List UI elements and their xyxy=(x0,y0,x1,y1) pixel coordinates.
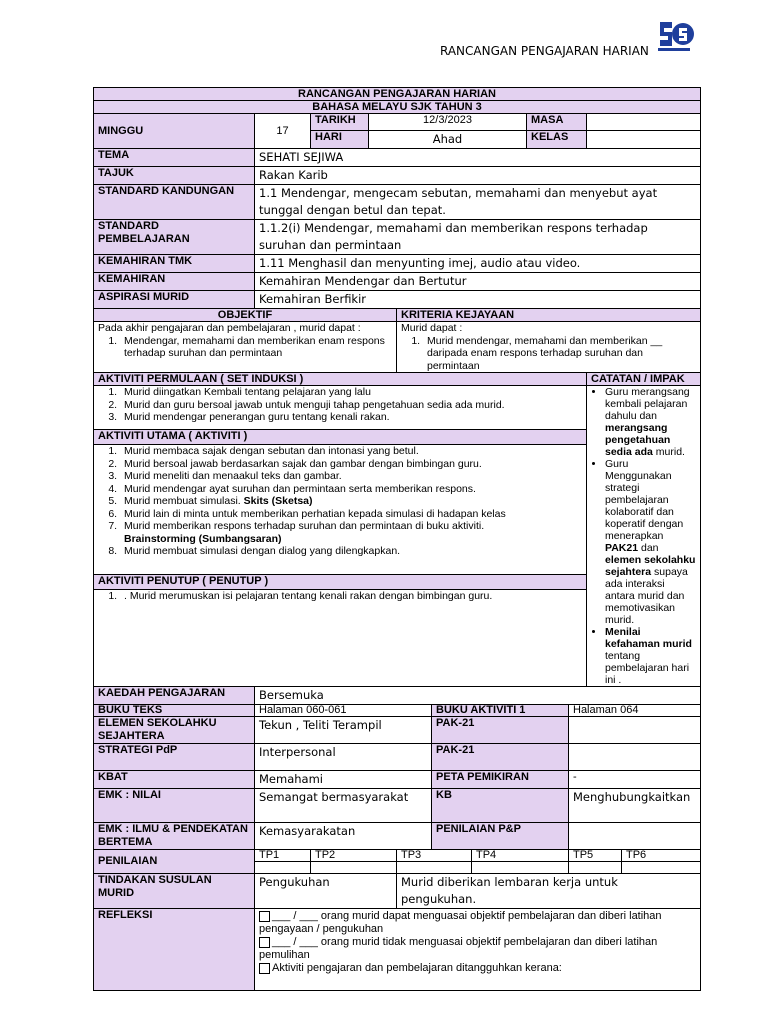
sk-value: 1.1 Mendengar, mengecam sebutan, memahami dan menyebut ayat tunggal dengan betul dan tepat. xyxy=(255,185,701,220)
penutup-item: 1. . Murid merumuskan isi pelajaran tentang kenali rakan dengan bimbingan guru. xyxy=(120,590,582,603)
kb-value: Menghubungkaitkan xyxy=(569,789,701,823)
kriteria-cell xyxy=(397,322,701,373)
refleksi-line: ___ / ___ orang murid dapat menguasai objektif pembelajaran dan diberi latihan pengayaan / pengukuhan xyxy=(259,910,662,935)
tp-cell[interactable] xyxy=(569,862,622,874)
emk-nilai-value: Semangat bermasyarakat xyxy=(255,789,432,823)
objektif-label: OBJEKTIF xyxy=(94,309,397,322)
refleksi-line: ___ / ___ orang murid tidak menguasai objektif pembelajaran dan diberi latihan pemulihan xyxy=(259,936,658,961)
set-induksi-cell xyxy=(94,386,587,430)
tindakan-label: TINDAKAN SUSULAN MURID xyxy=(94,874,255,909)
catatan-bold: Menilai kefahaman murid xyxy=(605,626,692,650)
kaedah-label: KAEDAH PENGAJARAN xyxy=(94,687,255,705)
catatan-item xyxy=(605,626,696,686)
aktiviti-item xyxy=(120,495,582,508)
tmk-value: 1.11 Menghasil dan menyunting imej, audio atau video. xyxy=(255,255,701,273)
refleksi-cell xyxy=(255,909,701,991)
penutup-label: AKTIVITI PENUTUP ( PENUTUP ) xyxy=(94,575,587,590)
kaedah-value: Bersemuka xyxy=(255,687,701,705)
aktiviti-item: 2. Murid bersoal jawab berdasarkan sajak dan gambar dengan bimbingan guru. xyxy=(120,458,582,471)
catatan-text: dan xyxy=(638,542,659,554)
aktiviti-bold: Skits (Sketsa) xyxy=(243,495,313,508)
set-induksi-item: 1. Murid diingatkan Kembali tentang pelajaran yang lalu xyxy=(120,386,582,399)
tajuk-label: TAJUK xyxy=(94,167,255,185)
buku-aktiviti-label: BUKU AKTIVITI 1 xyxy=(432,705,569,717)
pak21-value xyxy=(569,717,701,744)
buku-aktiviti-value: Halaman 064 xyxy=(569,705,701,717)
pak21-label: PAK-21 xyxy=(432,744,569,771)
kb-label: KB xyxy=(432,789,569,823)
catatan-text: Guru Menggunakan strategi pembelajaran kolaboratif dan koperatif dengan menerapkan xyxy=(605,458,684,542)
tp-cell[interactable] xyxy=(311,862,397,874)
refleksi-label: REFLEKSI xyxy=(94,909,255,991)
minggu-label: MINGGU xyxy=(94,114,255,149)
tp-cell[interactable] xyxy=(622,862,701,874)
aktiviti-item: 1. Murid membaca sajak dengan sebutan dan intonasi yang betul. xyxy=(120,445,582,458)
aspirasi-label: ASPIRASI MURID xyxy=(94,291,255,309)
catatan-item xyxy=(605,386,696,458)
pak21-label: PAK-21 xyxy=(432,717,569,744)
kriteria-intro: Murid dapat : xyxy=(401,322,463,334)
strategi-label: STRATEGI PdP xyxy=(94,744,255,771)
refleksi-line: Aktiviti pengajaran dan pembelajaran ditangguhkan kerana: xyxy=(272,962,562,974)
aktiviti-item xyxy=(120,520,582,545)
tema-value: SEHATI SEJIWA xyxy=(255,149,701,167)
tp-cell[interactable] xyxy=(255,862,311,874)
aktiviti-text: Murid membuat simulasi. xyxy=(124,495,244,508)
emk-ilmu-value: Kemasyarakatan xyxy=(255,823,432,850)
catatan-text: murid. xyxy=(652,446,685,458)
tp-label: TP5 xyxy=(569,850,622,862)
aktiviti-utama-cell xyxy=(94,445,587,575)
school-logo-icon xyxy=(652,14,696,58)
tp-cell[interactable] xyxy=(472,862,569,874)
aktiviti-item: 6. Murid lain di minta untuk memberikan perhatian kepada simulasi di hadapan kelas xyxy=(120,508,582,521)
buku-teks-value: Halaman 060-061 xyxy=(255,705,432,717)
tajuk-value: Rakan Karib xyxy=(255,167,701,185)
sk-label: STANDARD KANDUNGAN xyxy=(94,185,255,220)
catatan-cell xyxy=(587,386,701,687)
tp-label: TP6 xyxy=(622,850,701,862)
kriteria-label: KRITERIA KEJAYAAN xyxy=(397,309,701,322)
buku-teks-label: BUKU TEKS xyxy=(94,705,255,717)
kemahiran-value: Kemahiran Mendengar dan Bertutur xyxy=(255,273,701,291)
catatan-bold: elemen sekolahku sejahtera xyxy=(605,554,696,578)
kelas-label: KELAS xyxy=(527,131,587,149)
kemahiran-label: KEMAHIRAN xyxy=(94,273,255,291)
kbat-value: Memahami xyxy=(255,771,432,789)
sp-label: STANDARD PEMBELAJARAN xyxy=(94,220,255,255)
sp-value: 1.1.2(i) Mendengar, memahami dan memberikan respons terhadap suruhan dan permintaan xyxy=(255,220,701,255)
rph-document xyxy=(93,87,696,991)
strategi-value: Interpersonal xyxy=(255,744,432,771)
kelas-value xyxy=(587,131,701,149)
tp-cell[interactable] xyxy=(397,862,472,874)
tp-label: TP4 xyxy=(472,850,569,862)
penutup-cell xyxy=(94,590,587,687)
aktiviti-bold: Brainstorming (Sumbangsaran) xyxy=(124,532,282,545)
aspirasi-value: Kemahiran Berfikir xyxy=(255,291,701,309)
tp-label: TP2 xyxy=(311,850,397,862)
kbat-label: KBAT xyxy=(94,771,255,789)
aktiviti-item: 8. Murid membuat simulasi dengan dialog yang dilengkapkan. xyxy=(120,545,582,558)
catatan-text: tentang pembelajaran hari ini . xyxy=(605,650,690,686)
peta-label: PETA PEMIKIRAN xyxy=(432,771,569,789)
masa-value xyxy=(587,114,701,131)
tema-label: TEMA xyxy=(94,149,255,167)
masa-label: MASA xyxy=(527,114,587,131)
catatan-text: Guru merangsang kembali pelajaran dahulu dan xyxy=(605,386,690,422)
objektif-item: 1. Mendengar, memahami dan memberikan enam respons terhadap suruhan dan permintaan xyxy=(120,335,392,360)
checkbox[interactable] xyxy=(259,911,270,922)
tindakan-note: Murid diberikan lembaran kerja untuk pengukuhan. xyxy=(397,874,701,909)
tp-label: TP1 xyxy=(255,850,311,862)
aktiviti-item: 3. Murid meneliti dan menaakul teks dan gambar. xyxy=(120,470,582,483)
catatan-bold: merangsang pengetahuan sedia ada xyxy=(605,422,671,458)
tmk-label: KEMAHIRAN TMK xyxy=(94,255,255,273)
aktiviti-utama-label: AKTIVITI UTAMA ( AKTIVITI ) xyxy=(94,430,587,445)
tp-label: TP3 xyxy=(397,850,472,862)
set-induksi-item: 3. Murid mendengar penerangan guru tentang kenali rakan. xyxy=(120,411,582,424)
hari-label: HARI xyxy=(311,131,369,149)
pak21-value xyxy=(569,744,701,771)
main-title: RANCANGAN PENGAJARAN HARIAN xyxy=(94,88,701,101)
elemen-label: ELEMEN SEKOLAHKU SEJAHTERA xyxy=(94,717,255,744)
aktiviti-text: Murid memberikan respons terhadap suruhan dan permintaan di buku aktiviti. xyxy=(124,520,485,533)
page-header-title: RANCANGAN PENGAJARAN HARIAN xyxy=(440,44,649,58)
emk-nilai-label: EMK : NILAI xyxy=(94,789,255,823)
catatan-text: supaya ada interaksi antara murid dan memotivasikan murid. xyxy=(605,566,688,626)
tarikh-label: TARIKH xyxy=(311,114,369,131)
aktiviti-item: 4. Murid mendengar ayat suruhan dan permintaan serta memberikan respons. xyxy=(120,483,582,496)
hari-value: Ahad xyxy=(369,131,527,149)
peta-value: - xyxy=(569,771,701,789)
objektif-intro: Pada akhir pengajaran dan pembelajaran , murid dapat : xyxy=(98,322,361,334)
tindakan-value: Pengukuhan xyxy=(255,874,397,909)
kriteria-item: 1. Murid mendengar, memahami dan memberikan __ daripada enam respons terhadap suruhan dan permintaan xyxy=(423,335,696,373)
elemen-value: Tekun , Teliti Terampil xyxy=(255,717,432,744)
checkbox[interactable] xyxy=(259,937,270,948)
catatan-item xyxy=(605,458,696,626)
tarikh-value: 12/3/2023 xyxy=(369,114,527,131)
subtitle: BAHASA MELAYU SJK TAHUN 3 xyxy=(94,101,701,114)
objektif-cell xyxy=(94,322,397,373)
catatan-bold: PAK21 xyxy=(605,542,639,554)
emk-ilmu-label: EMK : ILMU & PENDEKATAN BERTEMA xyxy=(94,823,255,850)
penilaian-label: PENILAIAN xyxy=(94,850,255,874)
penilaian-pp-value xyxy=(569,823,701,850)
penilaian-pp-label: PENILAIAN P&P xyxy=(432,823,569,850)
set-induksi-label: AKTIVITI PERMULAAN ( SET INDUKSI ) xyxy=(94,373,587,386)
minggu-value: 17 xyxy=(255,114,311,149)
set-induksi-item: 2. Murid dan guru bersoal jawab untuk menguji tahap pengetahuan sedia ada murid. xyxy=(120,399,582,412)
checkbox[interactable] xyxy=(259,963,270,974)
catatan-label: CATATAN / IMPAK xyxy=(587,373,701,386)
